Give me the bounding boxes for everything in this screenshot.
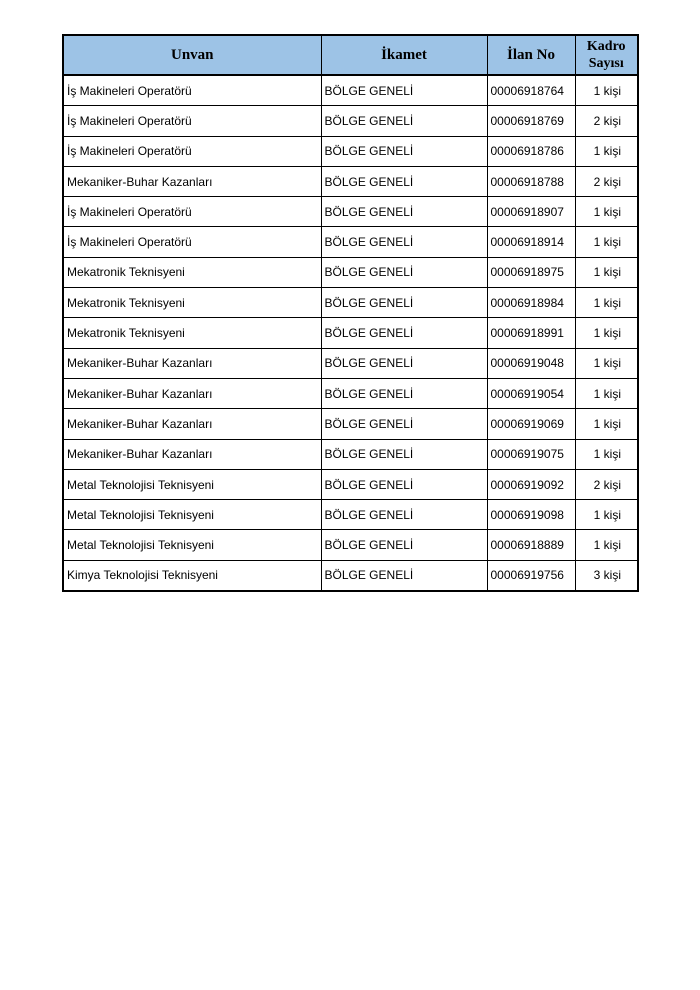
cell-ilan-no: 00006918907 xyxy=(487,197,575,227)
cell-kadro-sayisi: 1 kişi xyxy=(575,409,638,439)
cell-ilan-no: 00006919048 xyxy=(487,348,575,378)
cell-kadro-sayisi: 1 kişi xyxy=(575,288,638,318)
cell-ilan-no: 00006918769 xyxy=(487,106,575,136)
cell-kadro-sayisi: 1 kişi xyxy=(575,378,638,408)
header-kadro-line1: Kadro xyxy=(586,39,626,54)
cell-unvan: Metal Teknolojisi Teknisyeni xyxy=(63,500,321,530)
table-body xyxy=(63,75,638,591)
cell-unvan: Kimya Teknolojisi Teknisyeni xyxy=(63,560,321,591)
table-row xyxy=(63,500,638,530)
cell-ikamet: BÖLGE GENELİ xyxy=(321,439,487,469)
cell-unvan: Metal Teknolojisi Teknisyeni xyxy=(63,469,321,499)
table-row xyxy=(63,197,638,227)
cell-ilan-no: 00006918889 xyxy=(487,530,575,560)
job-listings-table xyxy=(62,34,639,592)
table-row xyxy=(63,409,638,439)
cell-ikamet: BÖLGE GENELİ xyxy=(321,378,487,408)
cell-ilan-no: 00006918914 xyxy=(487,227,575,257)
cell-ikamet: BÖLGE GENELİ xyxy=(321,288,487,318)
header-ilan-no: İlan No xyxy=(487,35,575,75)
table-row xyxy=(63,106,638,136)
cell-unvan: Mekaniker-Buhar Kazanları xyxy=(63,378,321,408)
cell-ikamet: BÖLGE GENELİ xyxy=(321,469,487,499)
cell-ikamet: BÖLGE GENELİ xyxy=(321,227,487,257)
cell-unvan: İş Makineleri Operatörü xyxy=(63,136,321,166)
header-kadro-sayisi xyxy=(575,35,638,75)
table-row xyxy=(63,348,638,378)
cell-ikamet: BÖLGE GENELİ xyxy=(321,197,487,227)
cell-ilan-no: 00006919054 xyxy=(487,378,575,408)
table-row xyxy=(63,530,638,560)
cell-unvan: Metal Teknolojisi Teknisyeni xyxy=(63,530,321,560)
cell-kadro-sayisi: 1 kişi xyxy=(575,500,638,530)
cell-kadro-sayisi: 1 kişi xyxy=(575,439,638,469)
table-row xyxy=(63,318,638,348)
table-row xyxy=(63,227,638,257)
cell-ikamet: BÖLGE GENELİ xyxy=(321,560,487,591)
header-ikamet: İkamet xyxy=(321,35,487,75)
cell-kadro-sayisi: 2 kişi xyxy=(575,166,638,196)
table-row xyxy=(63,136,638,166)
cell-unvan: İş Makineleri Operatörü xyxy=(63,75,321,106)
cell-ilan-no: 00006919075 xyxy=(487,439,575,469)
cell-ikamet: BÖLGE GENELİ xyxy=(321,318,487,348)
header-kadro-line2: Sayısı xyxy=(588,56,624,71)
cell-ilan-no: 00006918984 xyxy=(487,288,575,318)
table-header xyxy=(63,35,638,75)
cell-ilan-no: 00006918786 xyxy=(487,136,575,166)
cell-unvan: Mekatronik Teknisyeni xyxy=(63,288,321,318)
table-row xyxy=(63,378,638,408)
cell-ikamet: BÖLGE GENELİ xyxy=(321,106,487,136)
cell-unvan: Mekaniker-Buhar Kazanları xyxy=(63,409,321,439)
cell-unvan: Mekatronik Teknisyeni xyxy=(63,318,321,348)
cell-ikamet: BÖLGE GENELİ xyxy=(321,348,487,378)
cell-unvan: İş Makineleri Operatörü xyxy=(63,197,321,227)
cell-ilan-no: 00006919092 xyxy=(487,469,575,499)
cell-kadro-sayisi: 1 kişi xyxy=(575,136,638,166)
cell-kadro-sayisi: 1 kişi xyxy=(575,530,638,560)
header-row xyxy=(63,35,638,75)
cell-kadro-sayisi: 1 kişi xyxy=(575,318,638,348)
table-row xyxy=(63,257,638,287)
cell-unvan: İş Makineleri Operatörü xyxy=(63,227,321,257)
cell-unvan: İş Makineleri Operatörü xyxy=(63,106,321,136)
table-row xyxy=(63,288,638,318)
cell-ikamet: BÖLGE GENELİ xyxy=(321,136,487,166)
cell-ilan-no: 00006919756 xyxy=(487,560,575,591)
cell-kadro-sayisi: 2 kişi xyxy=(575,469,638,499)
cell-kadro-sayisi: 1 kişi xyxy=(575,348,638,378)
cell-ikamet: BÖLGE GENELİ xyxy=(321,166,487,196)
cell-ikamet: BÖLGE GENELİ xyxy=(321,257,487,287)
cell-ilan-no: 00006919069 xyxy=(487,409,575,439)
cell-ilan-no: 00006918788 xyxy=(487,166,575,196)
cell-unvan: Mekatronik Teknisyeni xyxy=(63,257,321,287)
cell-kadro-sayisi: 1 kişi xyxy=(575,75,638,106)
cell-ilan-no: 00006918991 xyxy=(487,318,575,348)
table-row xyxy=(63,469,638,499)
cell-ikamet: BÖLGE GENELİ xyxy=(321,500,487,530)
cell-kadro-sayisi: 2 kişi xyxy=(575,106,638,136)
cell-ikamet: BÖLGE GENELİ xyxy=(321,409,487,439)
cell-kadro-sayisi: 3 kişi xyxy=(575,560,638,591)
cell-unvan: Mekaniker-Buhar Kazanları xyxy=(63,166,321,196)
cell-ikamet: BÖLGE GENELİ xyxy=(321,530,487,560)
cell-ilan-no: 00006918764 xyxy=(487,75,575,106)
table-row xyxy=(63,166,638,196)
cell-ikamet: BÖLGE GENELİ xyxy=(321,75,487,106)
cell-kadro-sayisi: 1 kişi xyxy=(575,227,638,257)
table-row xyxy=(63,439,638,469)
table-row xyxy=(63,75,638,106)
cell-kadro-sayisi: 1 kişi xyxy=(575,257,638,287)
cell-unvan: Mekaniker-Buhar Kazanları xyxy=(63,439,321,469)
cell-kadro-sayisi: 1 kişi xyxy=(575,197,638,227)
cell-ilan-no: 00006918975 xyxy=(487,257,575,287)
cell-unvan: Mekaniker-Buhar Kazanları xyxy=(63,348,321,378)
cell-ilan-no: 00006919098 xyxy=(487,500,575,530)
table-row xyxy=(63,560,638,591)
header-unvan: Unvan xyxy=(63,35,321,75)
